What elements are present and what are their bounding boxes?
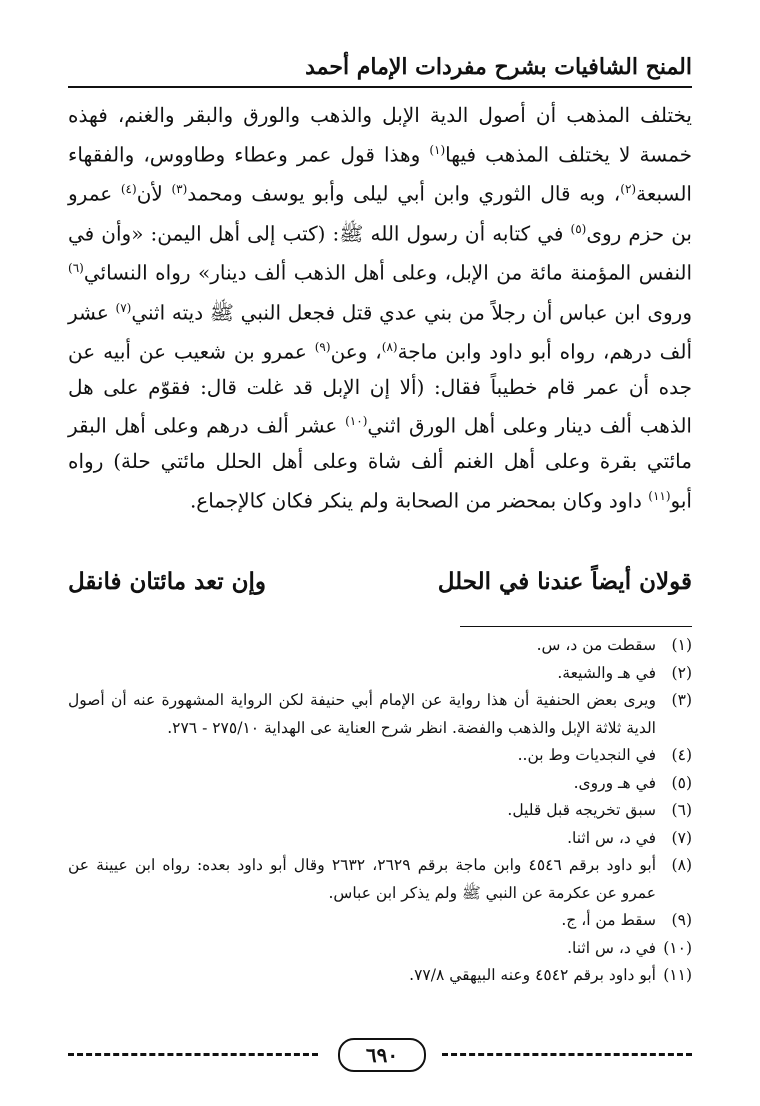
- footnote-ref[interactable]: (١): [429, 142, 446, 157]
- page-number: ٦٩٠: [338, 1038, 426, 1072]
- footnote-number: (٧): [671, 828, 692, 847]
- text-run: عشر ألف درهم، رواه أبو داود وابن ماجة: [68, 300, 693, 364]
- poem-right-hemistich: قولان أيضاً عندنا في الحلل: [437, 568, 692, 595]
- footnote-number: (٦): [671, 801, 692, 819]
- footnote-ref[interactable]: (٥): [570, 221, 587, 236]
- footnote-item: [68, 770, 692, 798]
- footnote-text: أبو داود برقم ٤٥٤٦ وابن ماجة برقم ٢٦٢٩، ٢٦٣٢ وقال أبو داود بعده: رواه ابن عيينة عن عمرو عن عكرمة عن النبي ﷺ ولم يذكر ابن عباس.: [68, 856, 656, 902]
- footnote-number: (١٠): [663, 938, 692, 957]
- footnote-ref[interactable]: (٢): [620, 182, 637, 197]
- running-header: [68, 48, 692, 88]
- footnotes: [68, 632, 692, 990]
- footnote-text: في د، س اثنا.: [567, 828, 656, 847]
- text-run: داود وكان بمحضر من الصحابة ولم ينكر فكان كالإجماع.: [189, 488, 649, 513]
- main-text: [68, 98, 692, 518]
- footnote-number: (٣): [671, 691, 692, 709]
- text-run: لأن: [136, 181, 172, 206]
- main-paragraph: [68, 98, 692, 518]
- footnote-text: في د، س اثنا.: [567, 938, 656, 957]
- footnote-text: في هـ والشيعة.: [557, 663, 656, 682]
- footnote-text: سبق تخريجه قبل قليل.: [507, 801, 656, 819]
- footnote-item: [68, 632, 692, 660]
- footnote-text: في النجديات وط بن..: [517, 746, 656, 764]
- footnote-text: في هـ وروى.: [573, 773, 656, 792]
- header-title: المنح الشافيات بشرح مفردات الإمام أحمد: [305, 54, 692, 80]
- text-run: عمرو بن حزم روى: [68, 181, 692, 246]
- footnote-ref[interactable]: (٩): [314, 340, 331, 355]
- footnote-item: [68, 687, 692, 742]
- footnote-item: [68, 825, 692, 853]
- footnote-item: [68, 742, 692, 770]
- text-run: وهذا قول عمر وعطاء وطاووس، والفقهاء السبعة: [68, 142, 692, 206]
- footnote-ref[interactable]: (٤): [120, 182, 137, 197]
- footnote-item: [68, 797, 692, 825]
- footnote-ref[interactable]: (٨): [381, 340, 398, 355]
- footnote-ref[interactable]: (١١): [648, 488, 671, 503]
- text-run: يختلف المذهب أن أصول الدية الإبل والذهب والورق والبقر والغنم، فهذه خمسة لا يختلف المذهب فيها: [68, 103, 692, 167]
- footnote-number: (٩): [671, 911, 692, 929]
- footnote-ref[interactable]: (٦): [68, 261, 84, 276]
- footnote-item: [68, 962, 692, 990]
- footnote-separator: [460, 626, 692, 627]
- footnote-item: [68, 852, 692, 907]
- footer-dashed-rule-left: [68, 1053, 318, 1056]
- text-run: وروى ابن عباس أن رجلاً من بني عدي قتل فجعل النبي ﷺ ديته اثني: [131, 300, 692, 325]
- text-run: عشر ألف درهم وعلى أهل البقر مائتي بقرة وعلى أهل الغنم ألف شاة وعلى أهل الحلل مائتي حلة) رواه أبو: [68, 413, 692, 513]
- text-run: ، وبه قال الثوري وابن أبي ليلى وأبو يوسف ومحمد: [187, 181, 621, 206]
- footnote-item: [68, 907, 692, 935]
- footnote-ref[interactable]: (١٠): [345, 414, 368, 429]
- text-run: عمرو بن شعيب عن أبيه عن جده أن عمر قام خطيباً فقال: (ألا إن الإبل قد غلت قال: فقوّم على هل الذهب ألف دينار وعلى أهل الورق اثني: [68, 339, 692, 438]
- text-run: ، وعن: [330, 339, 382, 364]
- footnote-number: (١١): [663, 966, 692, 984]
- poem-verse: [68, 568, 692, 608]
- footnote-text: سقط من أ، ج.: [561, 911, 656, 929]
- footnote-number: (٥): [671, 773, 692, 792]
- footnote-number: (٤): [671, 746, 692, 764]
- text-run: في كتابه أن رسول الله ﷺ: (كتب إلى أهل اليمن: «وأن في النفس المؤمنة مائة من الإبل، وعلى أهل الذهب ألف دينار» رواه النسائي: [68, 221, 692, 285]
- footer-dashed-rule-right: [442, 1053, 692, 1056]
- footnote-item: [68, 660, 692, 688]
- footnote-item: [68, 935, 692, 963]
- poem-left-hemistich: وإن تعد مائتان فانقل: [68, 568, 267, 595]
- footnote-text: سقطت من د، س.: [536, 636, 656, 654]
- footnote-ref[interactable]: (٣): [171, 182, 188, 197]
- footnote-number: (٨): [671, 856, 692, 874]
- footnote-number: (١): [671, 636, 692, 654]
- footnote-text: ويرى بعض الحنفية أن هذا رواية عن الإمام أبي حنيفة لكن الرواية المشهورة عنه أن أصول الدية ثلاثة الإبل والذهب والفضة. انظر شرح العناية عى الهداية ٢٧٥/١٠ - ٢٧٦.: [68, 691, 656, 737]
- footnote-number: (٢): [671, 663, 692, 682]
- page-footer: [68, 1036, 692, 1072]
- footnote-text: أبو داود برقم ٤٥٤٢ وعنه البيهقي ٧٧/٨.: [409, 966, 656, 984]
- footnote-ref[interactable]: (٧): [115, 300, 132, 315]
